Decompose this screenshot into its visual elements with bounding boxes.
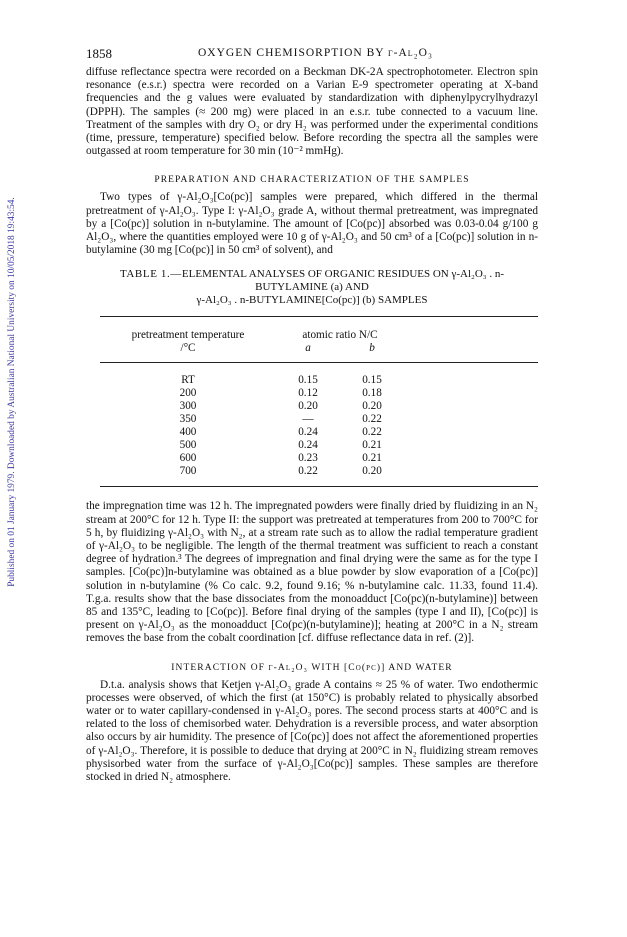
table-caption xyxy=(86,268,538,307)
paragraph-intro: diffuse reflectance spectra were recorded on a Beckman DK-2A spectrophotometer. Electron spin resonance (e.s.r.) spectra were recorded on a Varian E-9 spectrometer operating at X-band frequencies and the g values were evaluated by standardization with diphenylpycrylhydrazyl (DPPH). The samples (≈ 200 mg) were placed in an e.s.r. tube connected to a vacuum line. Treatment of the samples with dry O₂ or dry H₂ was performed under the experimental conditions (time, pressure, temperature) specified below. Before recording the spectra all the samples were outgassed at room temperature for 30 min (10⁻² mmHg). xyxy=(86,66,538,158)
paragraph-preparation: Two types of γ-Al₂O₃[Co(pc)] samples were prepared, which differed in the thermal pretreatment of γ-Al₂O₃. Type I: γ-Al₂O₃ grade A, without thermal pretreatment, was impregnated by a [Co(pc)] solution in n-butylamine. The amount of [Co(pc)] absorbed was 0.03-0.04 g/100 g Al₂O₃, where the quantities employed were 10 g of γ-Al₂O₃ and 50 cm³ of a [Co(pc)] solution in n-butylamine (30 mg [Co(pc)] in 50 cm³ of solvent), and xyxy=(86,191,538,257)
table-bottom-rule xyxy=(100,486,538,487)
section-heading-preparation: PREPARATION AND CHARACTERIZATION OF THE SAMPLES xyxy=(154,175,470,186)
table-row: 300 0.20 0.20 xyxy=(179,400,382,413)
column-header-ratio: atomic ratio N/C xyxy=(302,329,378,342)
paragraph-dta: D.t.a. analysis shows that Ketjen γ-Al₂O₃ grade A contains ≈ 25 % of water. Two endothermic processes were observed, of which the first (at 150°C) is probably related to physically absorbed water or to water capillary-condensed in γ-Al₂O₃ pores. The second process starts at 400°C and is related to the loss of chemisorbed water. Dehydration is a reversible process, and water absorption also occurs by air humidity. The presence of [Co(pc)] does not affect the aforementioned properties of γ-Al₂O₃. Therefore, it is possible to deduce that drying at 200°C in N₂ fluidizing stream removes physisorbed water from the surface of γ-Al₂O₃[Co(pc)] samples. These samples are therefore stocked in dried N₂ atmosphere. xyxy=(86,678,538,784)
column-header-b: b xyxy=(369,342,375,355)
table-row: 350 — 0.22 xyxy=(179,413,382,426)
table-caption-line2: γ-Al₂O₃ . n-BUTYLAMINE[Co(pc)] (b) SAMPLES xyxy=(196,294,428,307)
table-caption-line1 xyxy=(86,268,538,294)
running-title: OXYGEN CHEMISORPTION BY γ-Al₂O₃ xyxy=(198,47,433,59)
table-row: RT 0.15 0.15 xyxy=(181,374,382,387)
paragraph-impregnation: the impregnation time was 12 h. The impregnated powders were finally dried by fluidizing in an N₂ stream at 200°C for 12 h. Type II: the support was pretreated at temperatures from 200 to 700°C for 5 h, by fluidizing γ-Al₂O₃ with N₂, at a stream rate such as to allow the radial temperature gradient of γ-Al₂O₃ to be negligible. The length of the thermal treatment was sufficient to reach a constant degree of hydration.³ The degrees of impregnation and final drying were the same as for the type I samples. [Co(pc)]n-butylamine was obtained as a blue powder by slow evaporation of a [Co(pc)] solution in n-butylamine (% Co calc. 9.2, found 9.16; % n-butylamine calc. 11.33, found 11.4). T.g.a. results show that the base dissociates from the monoadduct [Co(pc)(n-butylamine)] between 85 and 135°C, leading to [Co(pc)]. Before final drying of the samples (type I and II), [Co(pc)] is present on γ-Al₂O₃ as the monoadduct [Co(pc)(n-butylamine)]; heating at 200°C in a N₂ stream removes the base from the cobalt coordination [cf. diffuse reflectance data in ref. (2)]. xyxy=(86,500,538,645)
table-row: 500 0.24 0.21 xyxy=(179,439,382,452)
column-header-unit: /°C xyxy=(180,342,196,355)
table-row: 200 0.12 0.18 xyxy=(179,387,382,400)
page-number: 1858 xyxy=(86,46,112,61)
table-row: 400 0.24 0.22 xyxy=(179,426,382,439)
table-row: 700 0.22 0.20 xyxy=(179,465,382,478)
download-watermark: Published on 01 January 1979. Downloaded by Australian National University on 10/05/2018 19:43:54. xyxy=(7,197,17,587)
column-header-temperature: pretreatment temperature xyxy=(131,329,245,342)
column-header-a: a xyxy=(305,342,311,355)
table-caption-text: ELEMENTAL ANALYSES OF ORGANIC RESIDUES ON γ-Al₂O₃ . n-BUTYLAMINE (a) AND xyxy=(181,268,505,294)
table-body xyxy=(100,374,538,478)
table-row: 600 0.23 0.21 xyxy=(179,452,382,465)
table-label: TABLE 1.— xyxy=(119,268,182,281)
elemental-analysis-table xyxy=(100,329,538,355)
page-body xyxy=(86,66,538,784)
page-header xyxy=(86,46,538,66)
section-heading-interaction: INTERACTION OF γ-Al₂O₃ WITH [Co(pc)] AND WATER xyxy=(171,662,453,673)
